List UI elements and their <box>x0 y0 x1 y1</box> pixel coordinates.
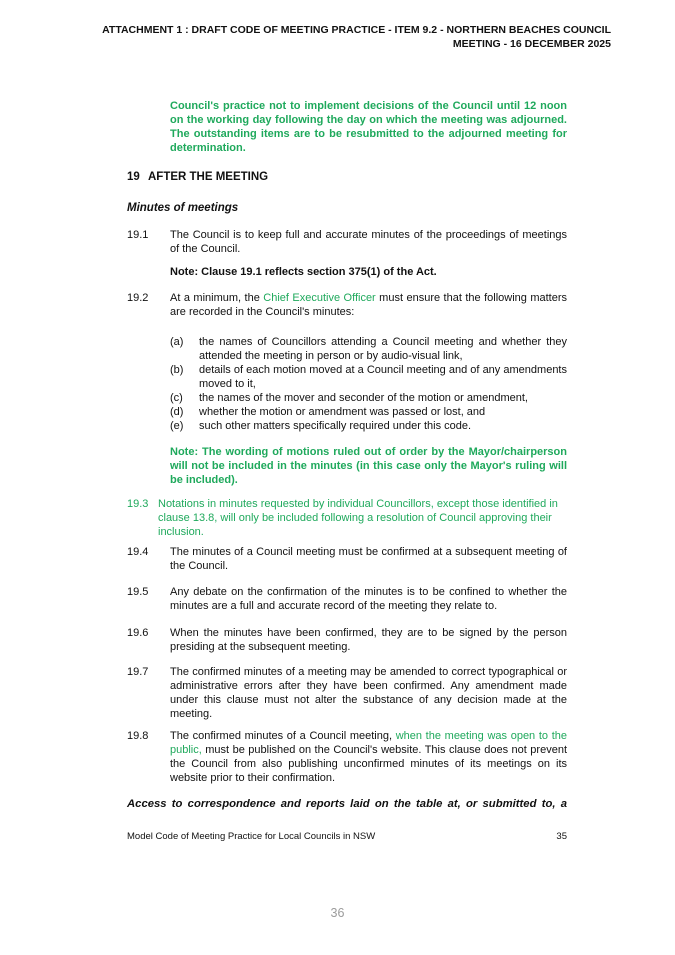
outer-page-number: 36 <box>330 906 345 920</box>
note-clause-19-2: Note: The wording of motions ruled out of order by the Mayor/chairperson will not be included in the minutes (in this case only the Mayor's ruling will be included). <box>170 446 567 486</box>
clause-text: At a minimum, the Chief Executive Officer must ensure that the following matters are recorded in the Council's minutes: <box>170 292 567 318</box>
item-text: such other matters specifically required under this code. <box>199 420 472 432</box>
item-label: (a) <box>170 336 184 348</box>
clause-number: 19.1 <box>127 229 149 241</box>
section-number: 19 <box>127 171 140 183</box>
clause-number: 19.4 <box>127 546 149 558</box>
item-text: the names of the mover and seconder of the motion or amendment, <box>199 392 528 404</box>
clause-19-7 <box>127 665 567 721</box>
clause-text: The minutes of a Council meeting must be confirmed at a subsequent meeting of the Council. <box>170 546 567 572</box>
clause-number: 19.2 <box>127 292 149 304</box>
clause-19-5 <box>127 585 567 613</box>
list-item-c <box>170 391 567 405</box>
clause-19-6 <box>127 626 567 654</box>
clause-number: 19.5 <box>127 586 149 598</box>
document-body <box>127 99 567 811</box>
list-item-b <box>170 363 567 391</box>
item-text: whether the motion or amendment was passed or lost, and <box>199 406 486 418</box>
item-label: (c) <box>170 392 183 404</box>
note-clause-19-1: Note: Clause 19.1 reflects section 375(1) of the Act. <box>170 266 437 278</box>
clause-19-4 <box>127 545 567 573</box>
item-text: details of each motion moved at a Council meeting and of any amendments moved to it, <box>199 364 567 390</box>
clause-text: When the minutes have been confirmed, they are to be signed by the person presiding at the subsequent meeting. <box>170 627 567 653</box>
clause-19-8 <box>127 729 567 785</box>
clause-text: Any debate on the confirmation of the minutes is to be confined to whether the minutes are a full and accurate record of the meeting they relate to. <box>170 586 567 612</box>
item-label: (e) <box>170 420 184 432</box>
clause-19-2 <box>127 291 567 319</box>
footer-title: Model Code of Meeting Practice for Local Councils in NSW <box>127 831 376 842</box>
clause-number: 19.6 <box>127 627 149 639</box>
clause-19-1 <box>127 228 567 256</box>
closing-heading-access-to-correspondence: Access to correspondence and reports laid on the table at, or submitted to, a <box>127 798 567 810</box>
section-heading <box>127 170 567 184</box>
clause-text: Notations in minutes requested by individual Councillors, except those identified in clause 13.8, will only be included following a resolution of Council approving their inclusion. <box>158 498 558 538</box>
clause-19-2-items <box>170 335 567 433</box>
clause-number: 19.7 <box>127 666 149 678</box>
intro-practice-note: Council's practice not to implement decisions of the Council until 12 noon on the working day following the day on which the meeting was adjourned. The outstanding items are to be resubmitted to the adjourned meeting for determination. <box>170 100 567 154</box>
item-text: the names of Councillors attending a Council meeting and whether they attended the meeting in person or by audio-visual link, <box>199 336 567 362</box>
clause-text: The Council is to keep full and accurate minutes of the proceedings of meetings of the Council. <box>170 229 567 255</box>
document-footer <box>127 831 567 842</box>
list-item-e <box>170 419 567 433</box>
footer-page-number: 35 <box>556 831 567 842</box>
clause-text: The confirmed minutes of a meeting may be amended to correct typographical or administrative errors after they have been confirmed. Any amendment made under this clause must not alter the substance of any decision made at the meeting. <box>170 666 567 720</box>
clause-19-3 <box>127 497 567 539</box>
subheading-minutes-of-meetings: Minutes of meetings <box>127 202 239 214</box>
document-header: ATTACHMENT 1 : DRAFT CODE OF MEETING PRACTICE - ITEM 9.2 - NORTHERN BEACHES COUNCIL MEETING - 16 DECEMBER 2025 <box>102 24 611 50</box>
clause-number: 19.3 <box>127 498 149 510</box>
list-item-a <box>170 335 567 363</box>
item-label: (b) <box>170 364 184 376</box>
section-title: AFTER THE MEETING <box>148 171 269 183</box>
list-item-d <box>170 405 567 419</box>
item-label: (d) <box>170 406 184 418</box>
clause-text: The confirmed minutes of a Council meeting, when the meeting was open to the public, must be published on the Council's website. This clause does not prevent the Council from also publishing unconfirmed minutes of its meetings on its website prior to their confirmation. <box>170 730 568 784</box>
clause-number: 19.8 <box>127 730 149 742</box>
